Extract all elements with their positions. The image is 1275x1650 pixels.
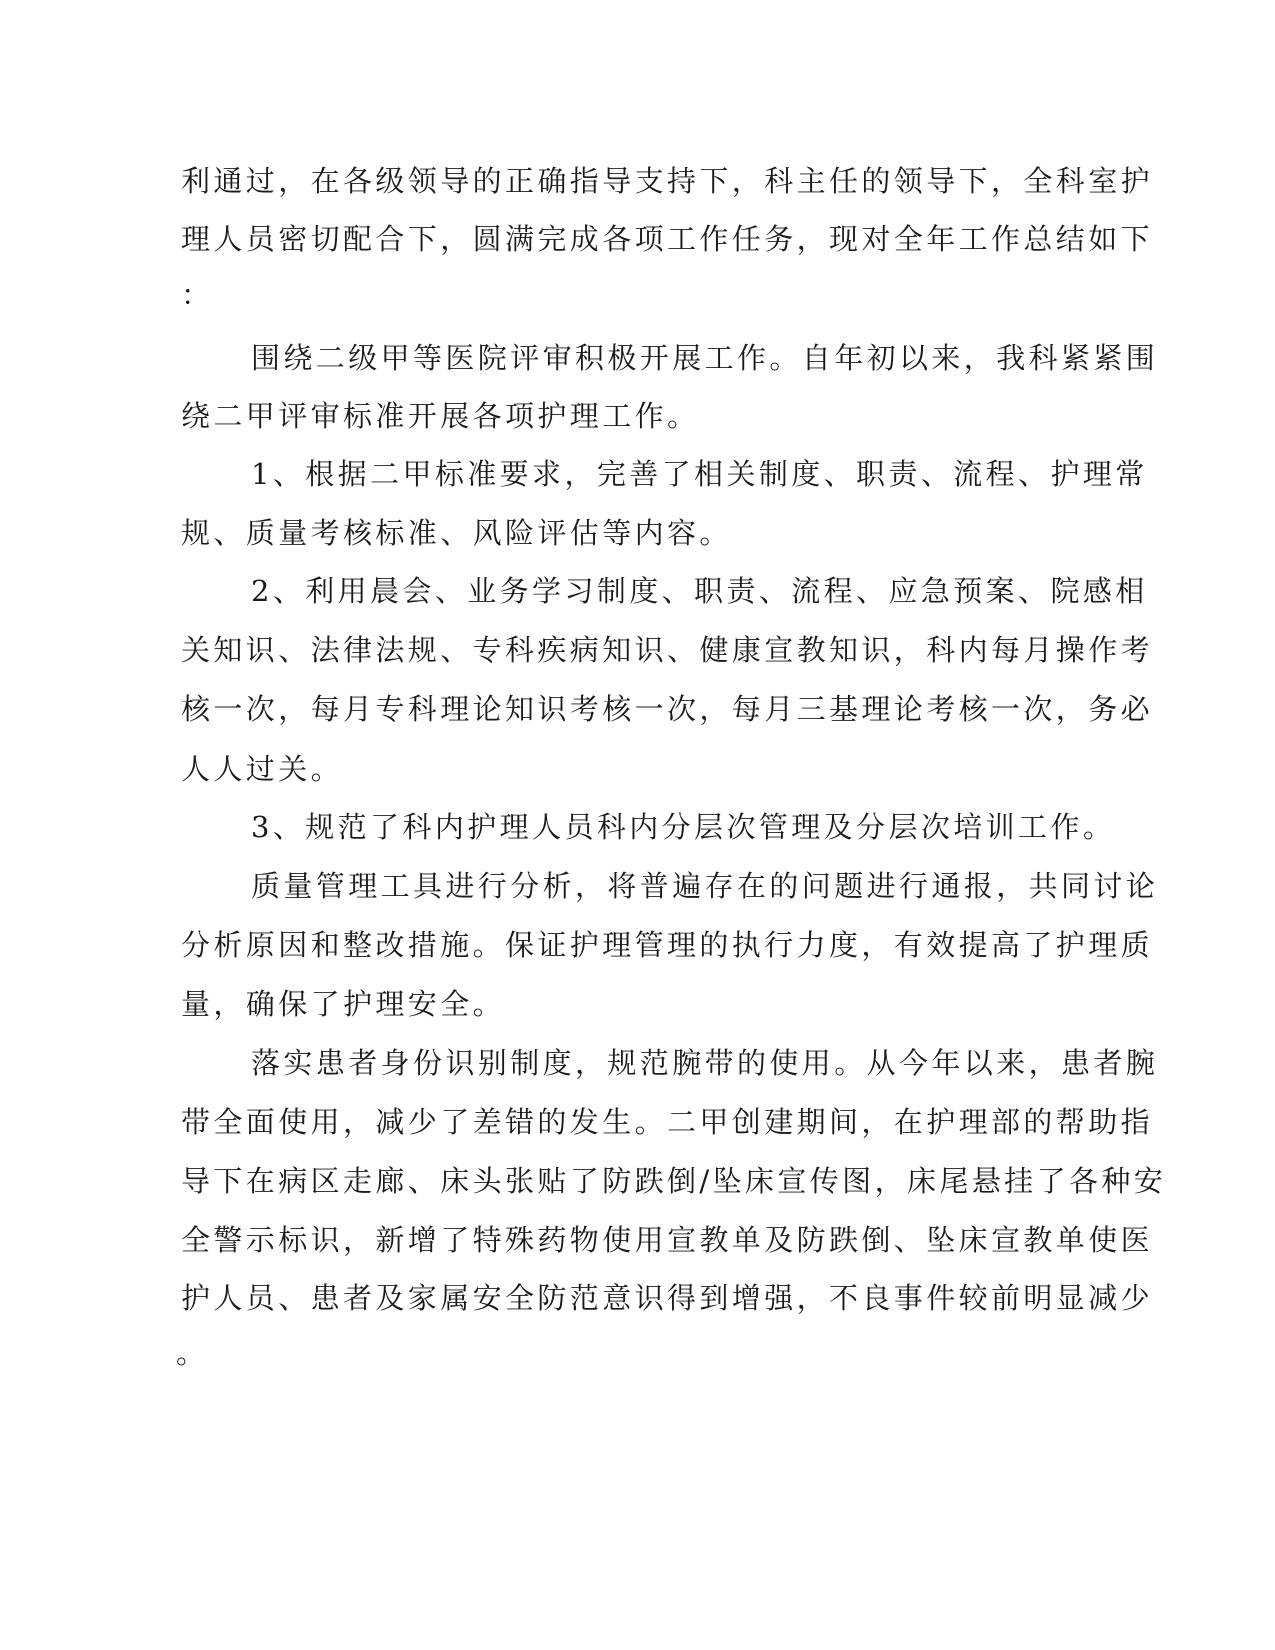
text-line: 落实患者身份识别制度，规范腕带的使用。从今年以来，患者腕 (251, 1046, 1159, 1080)
text-line: 利通过，在各级领导的正确指导支持下，科主任的领导下，全科室护 (181, 164, 1154, 198)
text-line: ： (181, 278, 214, 312)
text-line: 关知识、法律法规、专科疾病知识、健康宣教知识，科内每月操作考 (181, 633, 1154, 667)
text-line: 护人员、患者及家属安全防范意识得到增强，不良事件较前明显减少 (181, 1281, 1154, 1315)
text-line: 1、根据二甲标准要求，完善了相关制度、职责、流程、护理常 (251, 457, 1148, 491)
text-line: 规、质量考核标准、风险评估等内容。 (181, 516, 732, 550)
text-line: 质量管理工具进行分析，将普遍存在的问题进行通报，共同讨论 (251, 869, 1159, 903)
text-line: 围绕二级甲等医院评审积极开展工作。自年初以来，我科紧紧围 (251, 341, 1159, 375)
text-line: 全警示标识，新增了特殊药物使用宣教单及防跌倒、坠床宣教单使医 (181, 1223, 1154, 1257)
text-line: 导下在病区走廊、床头张贴了防跌倒/坠床宣传图，床尾悬挂了各种安 (181, 1164, 1167, 1198)
text-line: 。 (176, 1336, 209, 1370)
text-line: 2、利用晨会、业务学习制度、职责、流程、应急预案、院感相 (251, 574, 1148, 608)
text-line: 核一次，每月专科理论知识考核一次，每月三基理论考核一次，务必 (181, 692, 1154, 726)
text-line: 分析原因和整改措施。保证护理管理的执行力度，有效提高了护理质 (181, 928, 1154, 962)
text-line: 绕二甲评审标准开展各项护理工作。 (181, 399, 700, 433)
text-line: 带全面使用，减少了差错的发生。二甲创建期间，在护理部的帮助指 (181, 1105, 1154, 1139)
text-line: 3、规范了科内护理人员科内分层次管理及分层次培训工作。 (251, 810, 1116, 844)
text-line: 人人过关。 (181, 752, 344, 786)
text-line: 量，确保了护理安全。 (181, 987, 506, 1021)
text-line: 理人员密切配合下，圆满完成各项工作任务，现对全年工作总结如下 (181, 222, 1154, 256)
